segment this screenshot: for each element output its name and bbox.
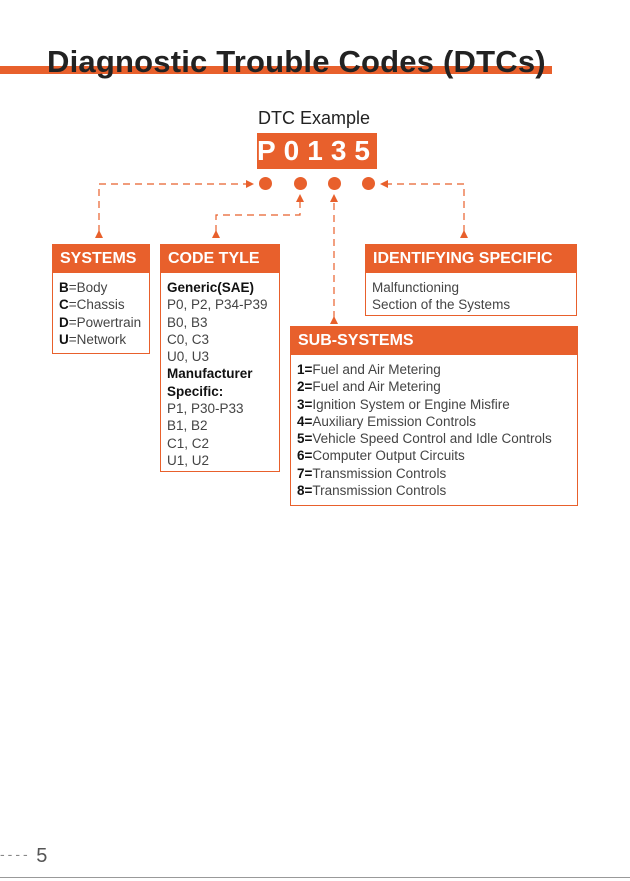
generic-item: B0, B3 (167, 314, 208, 330)
sub-system-item: 7=Transmission Controls (297, 465, 447, 481)
generic-item: P0, P2, P34-P39 (167, 297, 268, 313)
generic-item: C0, C3 (167, 331, 210, 347)
identifying-box (365, 244, 577, 316)
systems-item: B=Body (59, 280, 108, 295)
manufacturer-item: P1, P30-P33 (167, 401, 244, 417)
identifying-line: Malfunctioning (372, 280, 460, 295)
systems-box (52, 244, 150, 354)
bottom-rule (0, 877, 630, 878)
systems-list (53, 273, 149, 352)
code-type-heading: CODE TYLE (161, 245, 279, 273)
manufacturer-label: Specific: (167, 383, 224, 399)
page-title: Diagnostic Trouble Codes (DTCs) (47, 44, 546, 79)
page-number: 5 (36, 845, 48, 867)
systems-item: C=Chassis (59, 297, 125, 313)
manufacturer-item: B1, B2 (167, 418, 208, 434)
sub-system-item: 4=Auxiliary Emission Controls (297, 413, 476, 429)
sub-system-item: 8=Transmission Controls (297, 483, 447, 499)
page-footer (0, 845, 47, 868)
sub-system-item: 2=Fuel and Air Metering (297, 379, 441, 395)
sub-systems-list (291, 355, 577, 503)
arrow-systems-to-dot (99, 184, 252, 232)
generic-item: U0, U3 (167, 349, 210, 365)
sub-system-item: 5=Vehicle Speed Control and Idle Controls (297, 431, 552, 447)
sub-systems-box (290, 326, 578, 506)
dtc-example-label: DTC Example (258, 108, 371, 128)
identifying-heading: IDENTIFYING SPECIFIC (366, 245, 576, 273)
arrow-code-type-to-dot (216, 196, 300, 232)
systems-heading: SYSTEMS (53, 245, 149, 273)
dtc-example-code: P0135 (257, 133, 377, 169)
footer-dashes: ---- (0, 846, 31, 862)
systems-item: U=Network (59, 331, 127, 347)
identifying-text (366, 273, 576, 318)
sub-system-item: 3=Ignition System or Engine Misfire (297, 396, 510, 412)
sub-system-item: 6=Computer Output Circuits (297, 448, 465, 464)
arrow-identifying-to-dot (382, 184, 464, 232)
manufacturer-item: U1, U2 (167, 452, 210, 468)
code-type-list (161, 273, 279, 473)
manufacturer-label: Manufacturer (167, 366, 253, 382)
sub-systems-heading: SUB-SYSTEMS (291, 327, 577, 355)
sub-system-item: 1=Fuel and Air Metering (297, 362, 441, 377)
identifying-line: Section of the Systems (372, 297, 511, 313)
code-type-box (160, 244, 280, 472)
generic-label: Generic(SAE) (167, 280, 255, 295)
systems-item: D=Powertrain (59, 314, 142, 330)
manufacturer-item: C1, C2 (167, 435, 210, 451)
